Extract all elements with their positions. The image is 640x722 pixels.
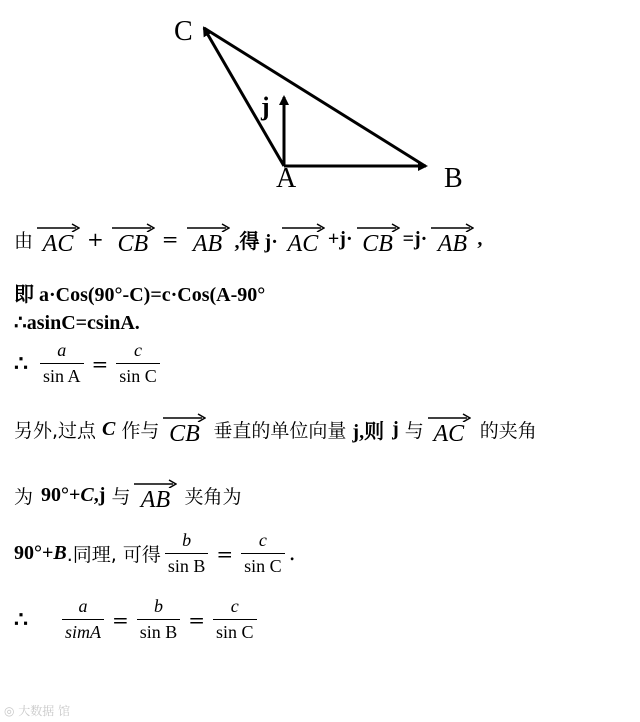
period: . xyxy=(288,541,296,566)
text: 的夹角 xyxy=(479,419,537,442)
text: 与 xyxy=(111,485,131,508)
text: , xyxy=(477,227,483,250)
text: 另外,过点 xyxy=(14,419,97,442)
text: +j· xyxy=(327,227,353,250)
therefore-symbol: ∴ xyxy=(14,606,28,632)
text: 90°+ xyxy=(41,483,81,506)
vector-AB: AB xyxy=(430,222,474,256)
side-AC-arrow xyxy=(204,28,284,166)
fraction: $\frac{b}{\text{sin B}}$ xyxy=(165,530,209,577)
equation-line-3: ∴asinC=csinA. xyxy=(14,312,140,334)
fraction: $\frac{a}{\text{simA}}$ xyxy=(62,596,104,643)
text: 作与 xyxy=(121,419,160,442)
text: 夹角为 xyxy=(184,485,242,508)
text: =j· xyxy=(402,227,428,250)
equals: = xyxy=(216,541,234,566)
label-A: A xyxy=(276,163,297,194)
fraction: $\frac{c}{\text{sin C}}$ xyxy=(116,340,160,387)
watermark: ◎ 大数据 馆 xyxy=(4,704,71,718)
text: B xyxy=(53,542,67,564)
equation-line-8 xyxy=(14,596,261,643)
triangle-diagram xyxy=(0,0,640,200)
equation-line-1 xyxy=(14,222,482,256)
vector-CB: CB xyxy=(111,222,155,256)
vector-CB: CB xyxy=(162,412,206,446)
vector-AC: AC xyxy=(281,222,325,256)
equation-line-7 xyxy=(14,530,296,577)
text: ,j xyxy=(93,483,106,506)
vector-AC: AC xyxy=(36,222,80,256)
vector-CB: CB xyxy=(356,222,400,256)
vector-AC: AC xyxy=(427,412,471,446)
equals: = xyxy=(112,607,129,632)
text: .同理, 可得 xyxy=(66,544,161,566)
equals: = xyxy=(91,351,109,376)
vector-AB: AB xyxy=(133,478,177,512)
equals: = xyxy=(188,607,206,632)
label-j: j xyxy=(261,92,270,121)
text: ,得 j· xyxy=(234,230,278,253)
fraction: $\frac{c}{\text{sin C}}$ xyxy=(213,596,257,643)
equation-line-4 xyxy=(14,340,164,387)
fraction: $\frac{b}{\text{sin B}}$ xyxy=(137,596,181,643)
text-line-6 xyxy=(14,478,241,512)
text: C xyxy=(102,417,116,440)
side-CB xyxy=(204,28,425,166)
vector-AB: AB xyxy=(186,222,230,256)
text: 垂直的单位向量 xyxy=(213,419,347,442)
fraction: $\frac{a}{\text{sin A}}$ xyxy=(40,340,84,387)
label-C: C xyxy=(174,16,193,47)
fraction: $\frac{c}{\text{sin C}}$ xyxy=(241,530,285,577)
text-line-5 xyxy=(14,412,537,446)
text: j,则 xyxy=(352,420,385,443)
plus: + xyxy=(87,227,104,251)
text: j xyxy=(392,417,399,440)
text: 与 xyxy=(404,419,424,442)
text: 90°+ xyxy=(14,542,54,564)
equation-line-2: 即 a·Cos(90°-C)=c·Cos(A-90° xyxy=(14,284,266,306)
equals: = xyxy=(161,227,179,251)
therefore-symbol: ∴ xyxy=(14,350,28,376)
text: C xyxy=(80,483,94,506)
label-B: B xyxy=(444,163,463,194)
text: 由 xyxy=(14,229,34,252)
text: 为 xyxy=(14,485,34,508)
